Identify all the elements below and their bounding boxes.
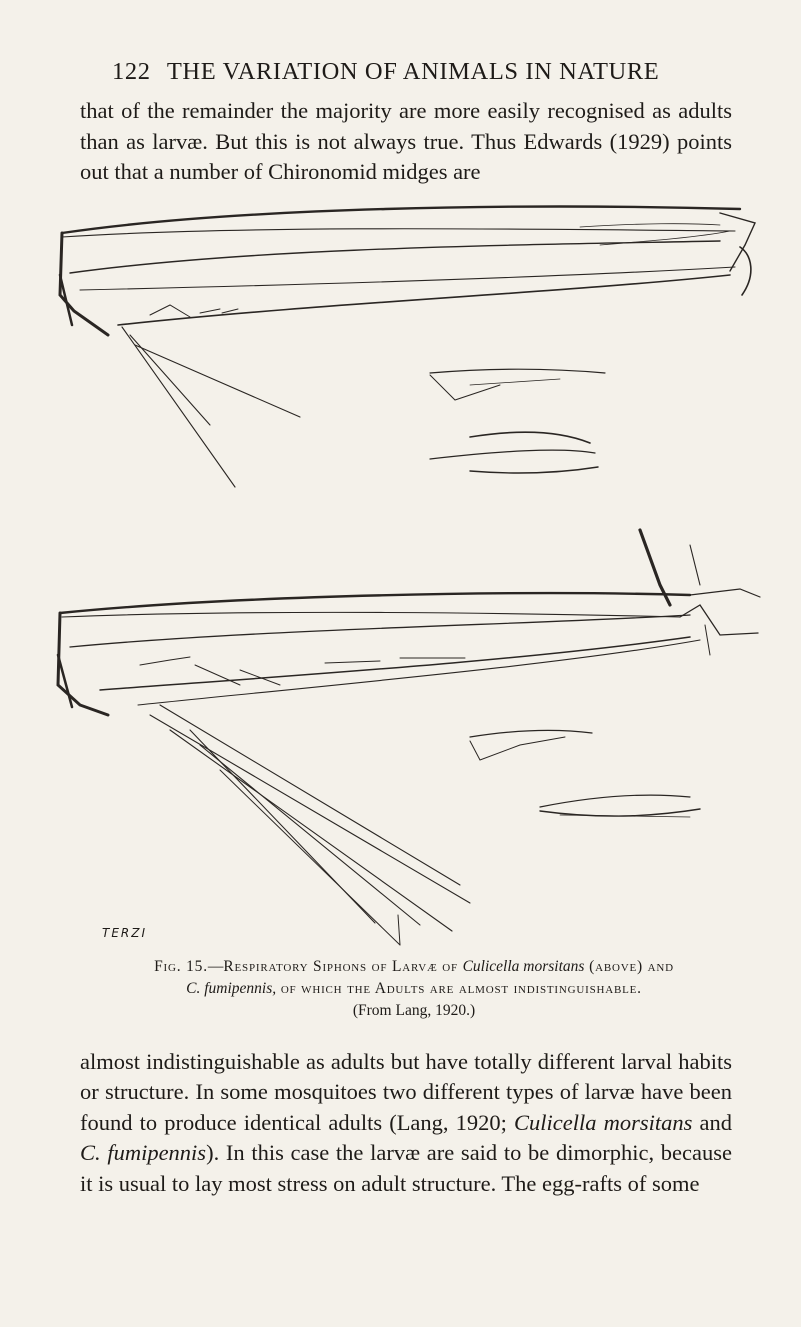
caption-source: (From Lang, 1920.)	[352, 1002, 476, 1019]
siphon-upper-drawing	[60, 207, 755, 487]
caption-line-1	[100, 956, 728, 978]
caption-species-1: Culicella morsitans	[462, 958, 585, 975]
siphon-drawings	[0, 185, 801, 955]
figure-caption	[100, 956, 728, 1022]
caption-part-2: (above) and	[584, 958, 674, 975]
paragraph-bottom-species-2: C. fumipennis	[80, 1140, 207, 1166]
caption-line-2	[100, 978, 728, 1000]
figure-illustration	[0, 185, 801, 955]
caption-fig-label: Fig. 15.	[154, 958, 208, 975]
caption-species-2: C. fumipennis,	[186, 980, 277, 997]
caption-part-3: of which the Adults are almost indistinguishable.	[276, 980, 642, 997]
body-paragraph-bottom	[80, 1047, 732, 1199]
running-title: THE VARIATION OF ANIMALS IN NATURE	[166, 58, 660, 85]
running-header	[112, 58, 712, 86]
caption-dash: —	[207, 958, 224, 975]
body-paragraph-top: that of the remainder the majority are more easily recognised as adults than as larvæ. But this is not always true. Thus Edwards (1929) points out that a number of Chironomid midges are	[80, 98, 732, 184]
caption-part-1: Respiratory Siphons of Larvæ of	[223, 958, 463, 975]
siphon-lower-drawing	[58, 530, 760, 945]
illustrator-signature: TERZI	[102, 926, 148, 940]
paragraph-bottom-text-2: ). In this case the larvæ are said to be dimorphic, because it is usual to lay most stress on adult structure. The egg-rafts of some	[80, 1140, 732, 1196]
paragraph-bottom-and: and	[692, 1109, 732, 1135]
page-number: 122	[112, 58, 151, 85]
paragraph-bottom-text-1: almost indistinguishable as adults but have totally different larval habits or structure. In some mosquitoes two different types of larvæ have been found to produce identical adults (Lang, 1920;	[80, 1049, 732, 1135]
paragraph-bottom-species-1: Culicella morsitans	[514, 1109, 693, 1135]
